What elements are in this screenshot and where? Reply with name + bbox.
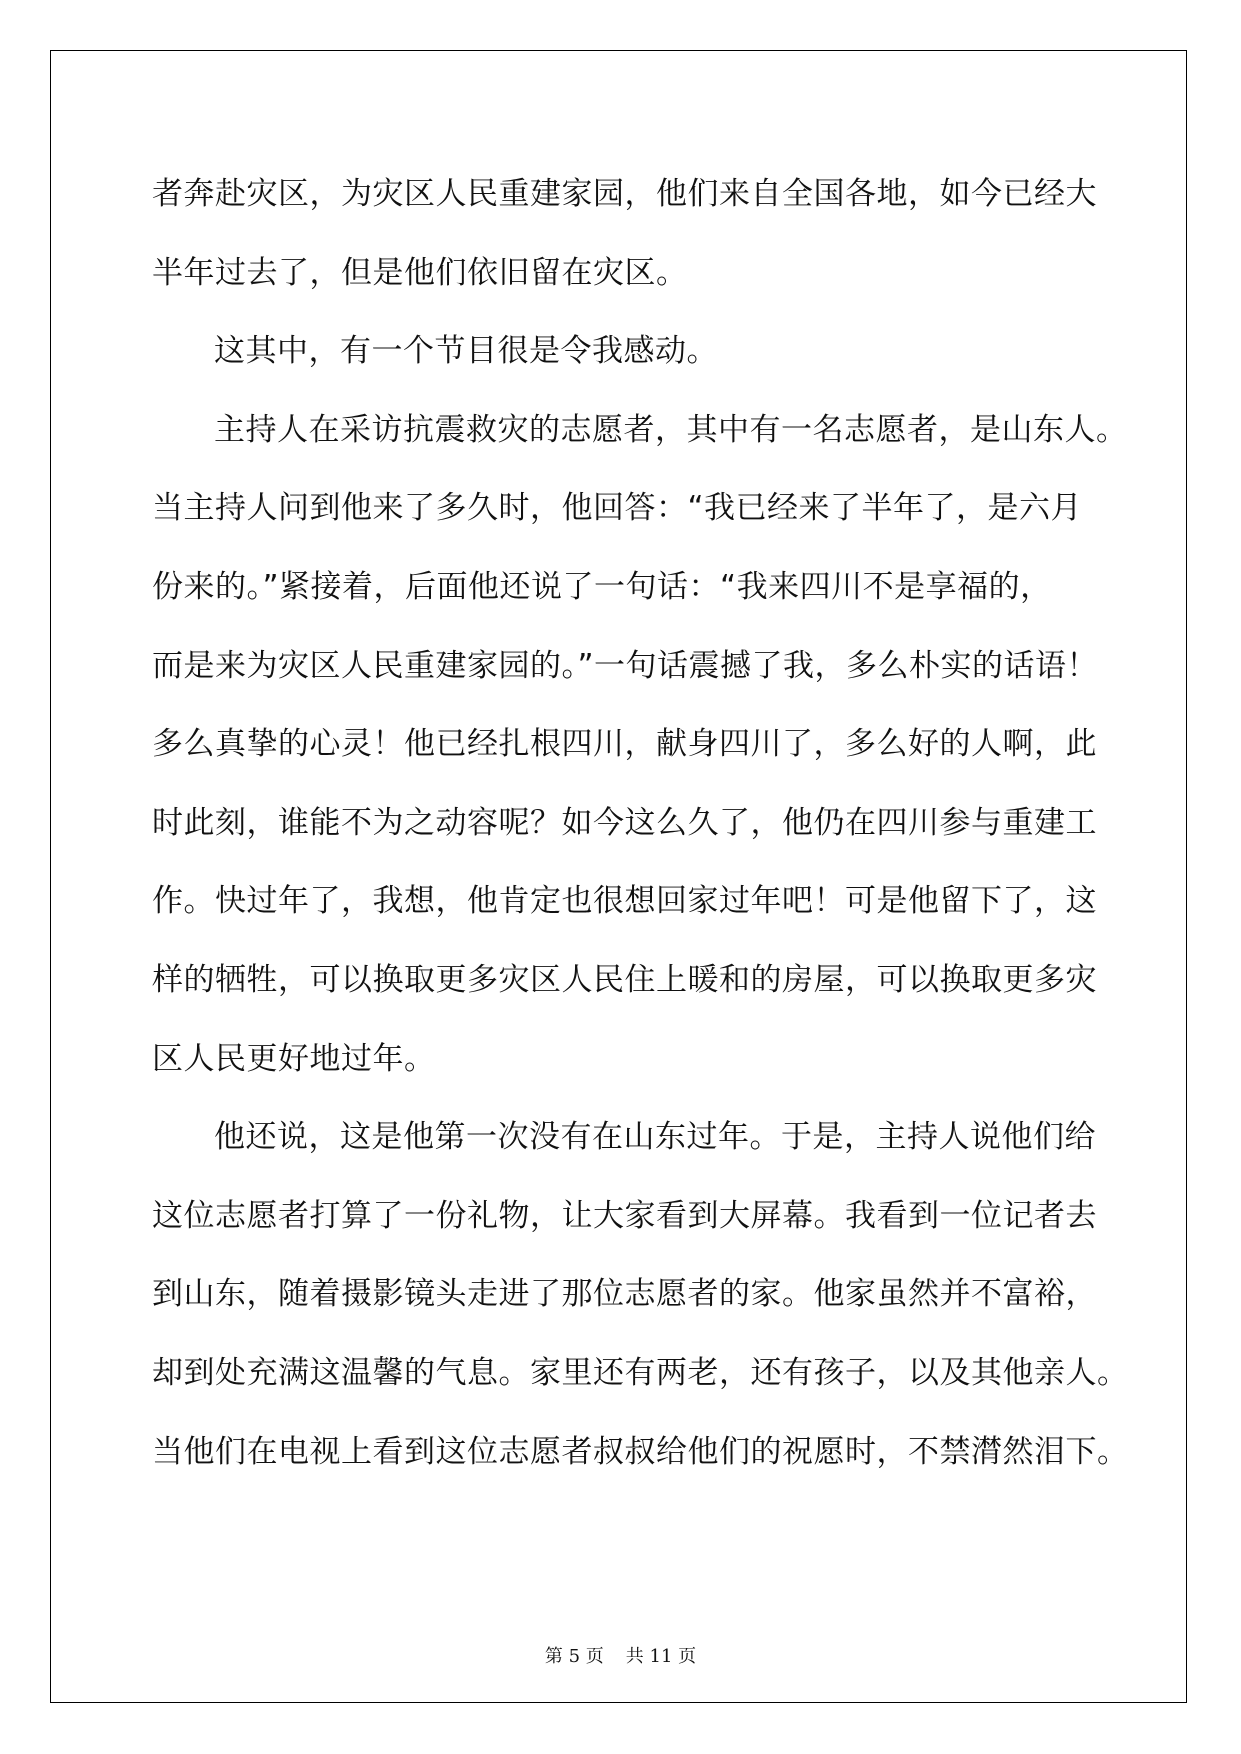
text-line: 却到处充满这温馨的气息。家里还有两老，还有孩子，以及其他亲人。 xyxy=(152,1354,1129,1391)
text-line: 份来的。”紧接着，后面他还说了一句话：“我来四川不是享福的， xyxy=(152,568,1052,605)
page-footer xyxy=(0,1642,1241,1668)
document-body xyxy=(152,155,1129,1491)
text-line: 半年过去了，但是他们依旧留在灾区。 xyxy=(152,254,688,291)
paragraph-start-line: 这其中，有一个节目很是令我感动。 xyxy=(214,333,718,370)
text-line: 当主持人问到他来了多久时，他回答：“我已经来了半年了，是六月 xyxy=(152,490,1083,527)
text-line: 者奔赴灾区，为灾区人民重建家园，他们来自全国各地，如今已经大 xyxy=(152,176,1097,212)
text-line: 这位志愿者打算了一份礼物，让大家看到大屏幕。我看到一位记者去 xyxy=(152,1197,1097,1234)
page-total: 共 11 页 xyxy=(625,1646,697,1667)
paragraph-start-line: 他还说，这是他第一次没有在山东过年。于是，主持人说他们给 xyxy=(214,1119,1096,1156)
page-number: 第 5 页 xyxy=(544,1646,604,1667)
text-line: 区人民更好地过年。 xyxy=(152,1040,436,1077)
paragraph-start-line: 主持人在采访抗震救灾的志愿者，其中有一名志愿者，是山东人。 xyxy=(214,411,1128,448)
text-line: 多么真挚的心灵！他已经扎根四川，献身四川了，多么好的人啊，此 xyxy=(152,726,1097,763)
text-line: 而是来为灾区人民重建家园的。”一句话震撼了我，多么朴实的话语！ xyxy=(152,647,1099,684)
text-line: 作。快过年了，我想，他肯定也很想回家过年吧！可是他留下了，这 xyxy=(152,883,1097,920)
text-line: 样的牺牲，可以换取更多灾区人民住上暖和的房屋，可以换取更多灾 xyxy=(152,961,1097,998)
text-line: 到山东，随着摄影镜头走进了那位志愿者的家。他家虽然并不富裕， xyxy=(152,1276,1097,1313)
text-line: 时此刻，谁能不为之动容呢？如今这么久了，他仍在四川参与重建工 xyxy=(152,804,1097,841)
text-line: 当他们在电视上看到这位志愿者叔叔给他们的祝愿时，不禁潸然泪下。 xyxy=(152,1433,1129,1470)
